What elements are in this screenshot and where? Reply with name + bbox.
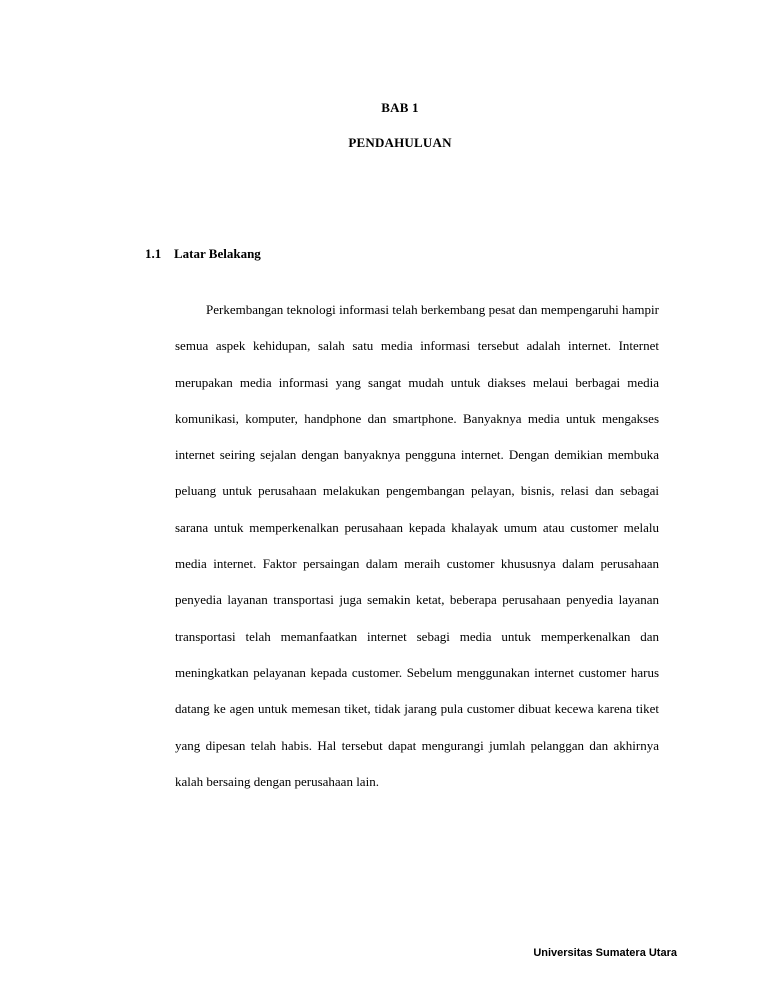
chapter-number: BAB 1	[381, 100, 419, 115]
body-paragraph: Perkembangan teknologi informasi telah berkembang pesat dan mempengaruhi hampir semua aspek kehidupan, salah satu media informasi tersebut adalah internet. Internet merupakan media informasi yang sangat mudah untuk diakses melaui berbagai media komunikasi, komputer, handphone dan smartphone. Banyaknya media untuk mengakses internet seiring sejalan dengan banyaknya pengguna internet. Dengan demikian membuka peluang untuk perusahaan melakukan pengembangan pelayan, bisnis, relasi dan sebagai sarana untuk memperkenalkan perusahaan kepada khalayak umum atau customer melalu media internet. Faktor persaingan dalam meraih customer khususnya dalam perusahaan penyedia layanan transportasi juga semakin ketat, beberapa perusahaan penyedia layanan transportasi telah memanfaatkan internet sebagi media untuk memperkenalkan dan meningkatkan pelayanan kepada customer. Sebelum menggunakan internet customer harus datang ke agen untuk memesan tiket, tidak jarang pula customer dibuat kecewa karena tiket yang dipesan telah habis. Hal tersebut dapat mengurangi jumlah pelanggan dan akhirnya kalah bersaing dengan perusahaan lain.	[175, 302, 659, 789]
section-title: Latar Belakang	[174, 246, 261, 261]
section-heading	[145, 246, 261, 262]
footer-institution: Universitas Sumatera Utara	[533, 947, 677, 959]
chapter-title: PENDAHULUAN	[348, 135, 452, 150]
section-number: 1.1	[145, 246, 162, 261]
